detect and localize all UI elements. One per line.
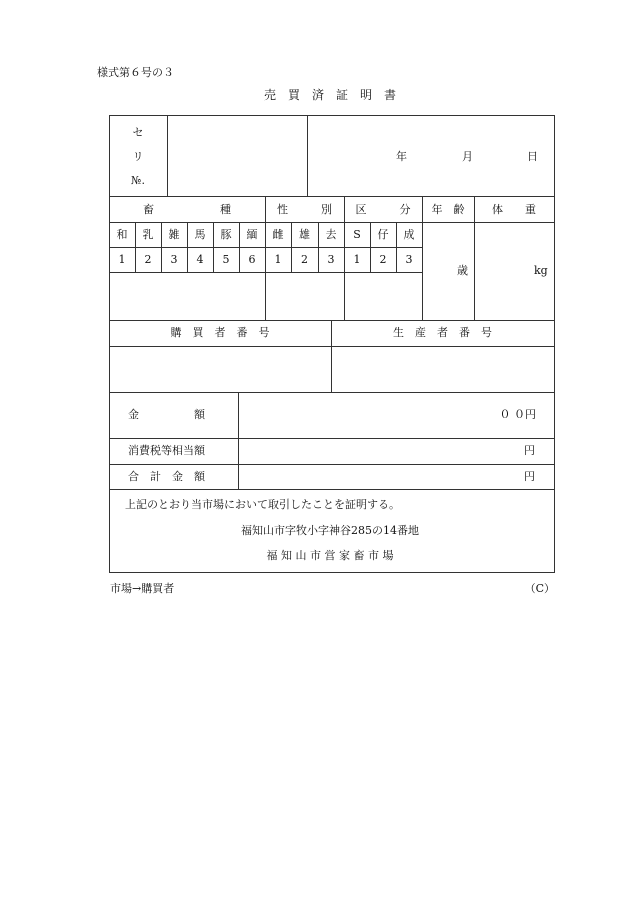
seri-label-3: №. [131,174,145,187]
rule [167,115,168,197]
category-number: 3 [405,253,413,266]
rule [109,222,554,223]
total-unit: 円 [524,470,535,483]
category-option: 成 [403,228,415,241]
rule [109,489,554,490]
date-month-label: 月 [462,150,473,163]
sex-number: 2 [301,253,308,266]
rule [307,115,308,197]
type-option: 乳 [142,228,154,241]
tax-label: 消費税等相当額 [128,444,205,457]
route-note: 市場→購買者 [110,582,175,595]
type-header: 畜 種 [143,203,231,216]
form-number: 様式第６号の３ [97,66,174,79]
seri-label-2: リ [132,150,144,163]
date-year-label: 年 [396,150,407,163]
rule [109,247,423,248]
buyer-number-label: 購 買 者 番 号 [170,326,270,339]
weight-unit: kg [534,264,548,277]
type-number: 5 [222,253,230,266]
type-number: 4 [196,253,204,266]
category-option: S [353,228,361,241]
sex-header: 性 別 [277,203,332,216]
rule [238,392,239,489]
type-number: 6 [248,253,256,266]
weight-header: 体 重 [492,203,536,216]
type-number: 2 [144,253,152,266]
seri-label-1: セ [132,126,144,139]
tax-unit: 円 [524,444,535,457]
date-day-label: 日 [527,150,538,163]
rule [109,272,423,273]
market-name: 福 知 山 市 営 家 畜 市 場 [266,549,394,562]
type-option: 雑 [168,228,180,241]
type-number: 3 [170,253,178,266]
category-number: 1 [353,253,361,266]
sex-number: 3 [327,253,335,266]
sex-option: 雄 [299,228,310,241]
type-option: 緬 [246,228,258,241]
age-header: 年 齢 [431,203,465,216]
amount-value: ０ ０円 [499,408,536,421]
total-label: 合 計 金 額 [128,470,205,483]
category-number: 2 [379,253,387,266]
category-header: 区 分 [355,203,411,216]
copy-mark: （C） [524,582,555,595]
type-option: 馬 [194,228,206,241]
category-option: 仔 [377,228,389,241]
rule [109,392,554,393]
page-title: 売 買 済 証 明 書 [263,88,396,102]
market-address: 福知山市字牧小字神谷285の14番地 [241,524,419,537]
sex-option: 去 [325,228,337,241]
certification-text: 上記のとおり当市場において取引したことを証明する。 [125,498,400,511]
type-option: 和 [116,228,128,241]
age-unit: 歳 [457,264,468,277]
rule [109,438,554,439]
type-number: 1 [118,253,126,266]
sex-option: 雌 [272,228,284,241]
amount-label: 金 額 [128,408,205,421]
type-option: 豚 [220,228,232,241]
rule [109,464,554,465]
rule [109,196,554,197]
sex-number: 1 [274,253,282,266]
producer-number-label: 生 産 者 番 号 [393,326,492,339]
